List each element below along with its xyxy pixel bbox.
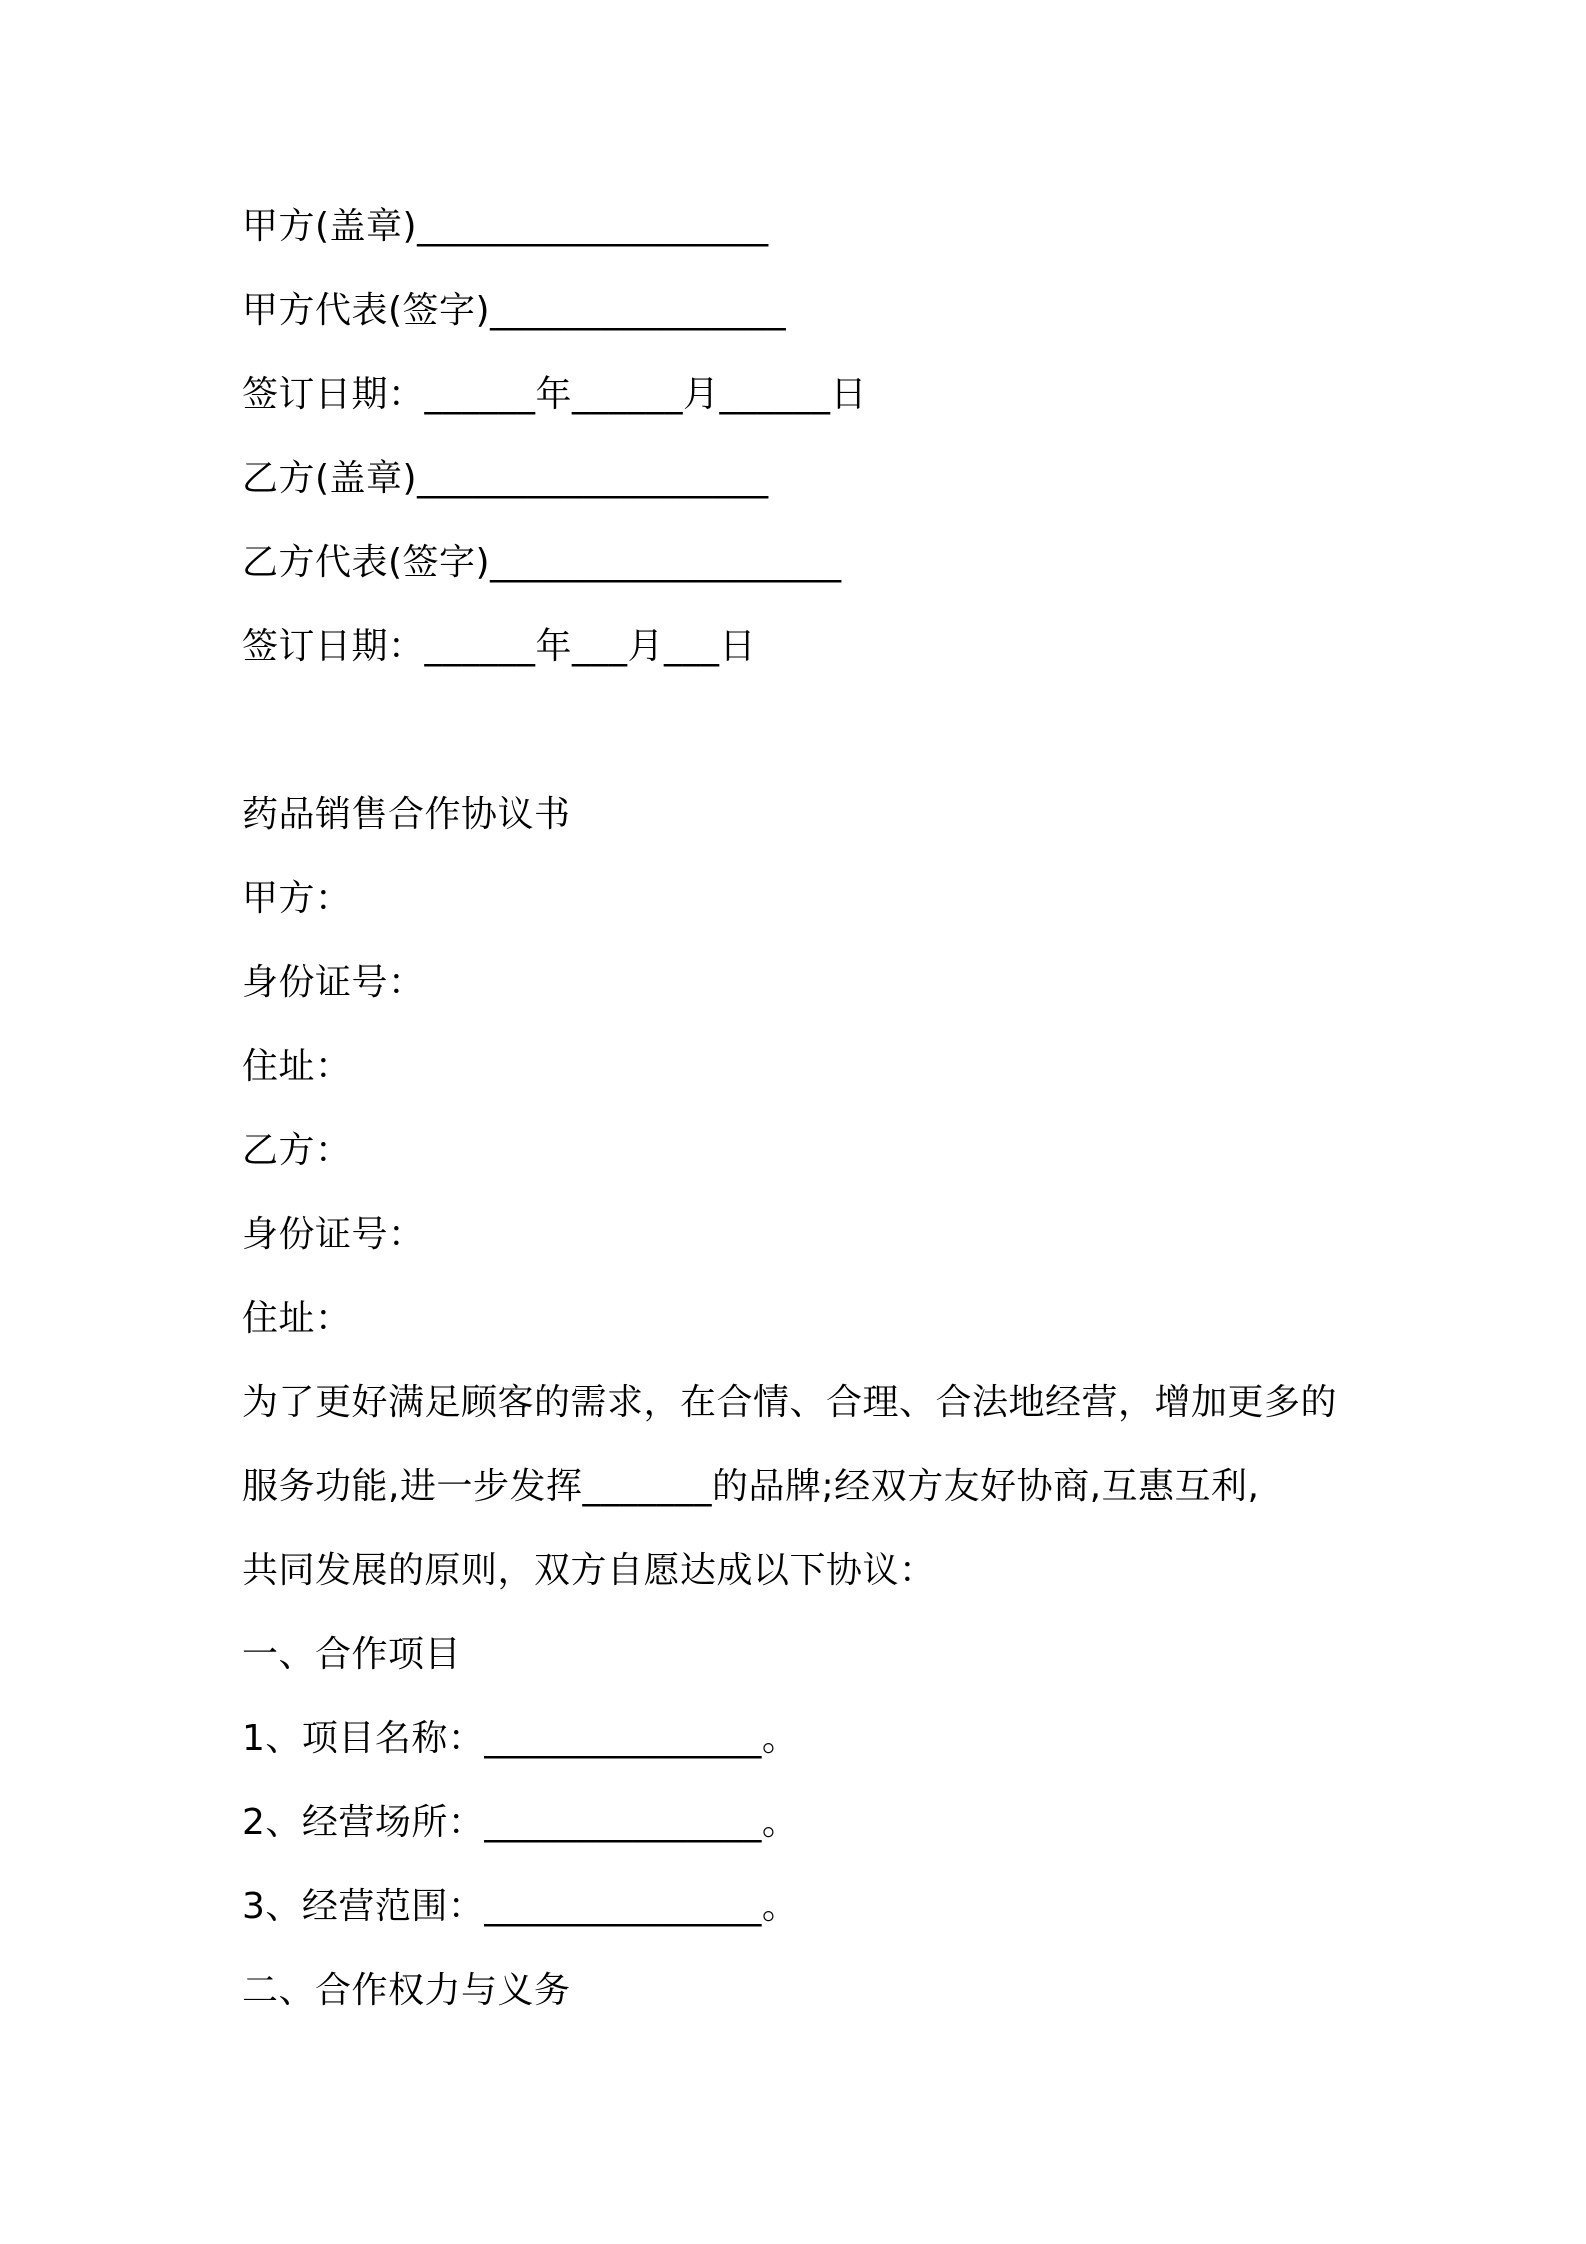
party-a-label: 甲方： — [242, 878, 352, 919]
section-1-heading: 一、合作项目 — [242, 1634, 462, 1675]
section-2-heading: 二、合作权力与义务 — [242, 1970, 571, 2011]
party-b-id-label: 身份证号： — [242, 1214, 425, 1255]
preamble-line-3: 共同发展的原则，双方自愿达成以下协议： — [242, 1550, 936, 1591]
item-2-business-location: 2、经营场所：_______________。 — [242, 1802, 799, 1843]
agreement-title: 药品销售合作协议书 — [242, 794, 571, 835]
party-a-signing-date-line: 签订日期：______年______月______日 — [242, 374, 868, 415]
party-b-seal-line: 乙方(盖章)___________________ — [242, 458, 769, 499]
party-a-representative-line: 甲方代表(签字)________________ — [242, 290, 787, 331]
item-1-project-name: 1、项目名称：_______________。 — [242, 1718, 799, 1759]
party-b-representative-line: 乙方代表(签字)___________________ — [242, 542, 842, 583]
preamble-line-2: 服务功能,进一步发挥_______的品牌;经双方友好协商,互惠互利, — [242, 1466, 1260, 1507]
preamble-line-1: 为了更好满足顾客的需求，在合情、合理、合法地经营，增加更多的 — [242, 1382, 1338, 1423]
party-a-id-label: 身份证号： — [242, 962, 425, 1003]
party-b-address-label: 住址： — [242, 1298, 352, 1339]
party-b-label: 乙方： — [242, 1130, 352, 1171]
item-3-business-scope: 3、经营范围：_______________。 — [242, 1886, 799, 1927]
party-a-address-label: 住址： — [242, 1046, 352, 1087]
party-a-seal-line: 甲方(盖章)___________________ — [242, 206, 769, 247]
party-b-signing-date-line: 签订日期：______年___月___日 — [242, 626, 757, 667]
